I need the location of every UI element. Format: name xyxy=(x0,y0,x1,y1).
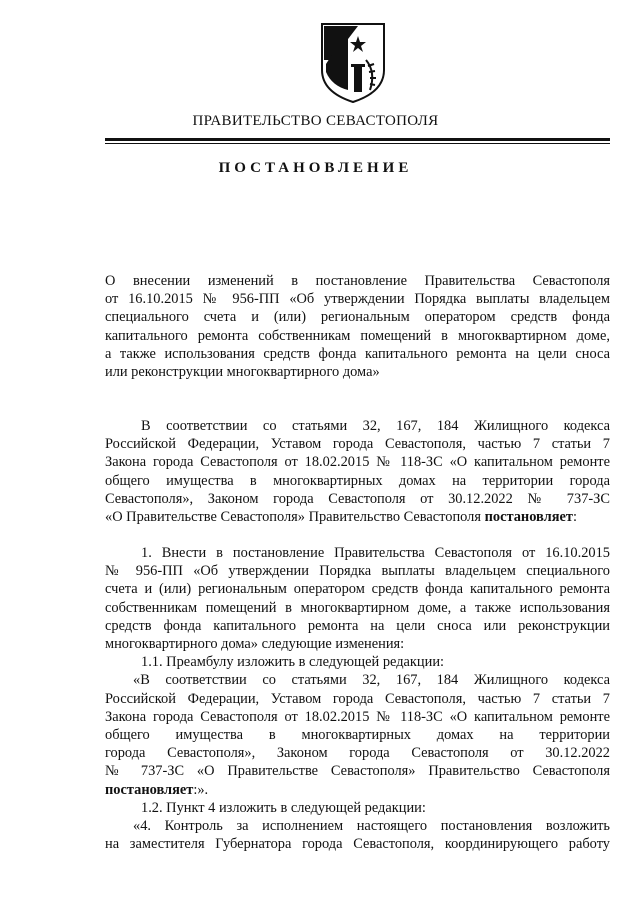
item-1-line: средств фонда капитального ремонта на цели сноса или реконструкции xyxy=(105,617,610,634)
preamble-line: Севастополя», Законом города Севастополя от 30.12.2022 № 737-ЗС xyxy=(105,490,610,507)
item-1-2-line: на заместителя Губернатора города Севастополя, координирующего работу xyxy=(105,836,610,853)
item-1-line: 1. Внести в постановление Правительства Севастополя от 16.10.2015 xyxy=(141,545,610,561)
preamble-line: Российской Федерации, Уставом города Севастополя, частью 7 статьи 7 xyxy=(105,436,610,453)
item-1-1-line: Закона города Севастополя от 18.02.2015 № 118-ЗС «О капитальном ремонте xyxy=(105,708,610,725)
item-1-line: собственникам помещений в многоквартирном доме, а также использования xyxy=(105,599,610,616)
item-1-line: счета и (или) региональным оператором средств фонда капитального ремонта xyxy=(105,581,610,598)
item-1-1-line: № 737-ЗС «О Правительстве Севастополя» Правительство Севастополя xyxy=(105,763,610,780)
item-1-1-punct: :». xyxy=(193,781,209,798)
item-1-1-line: Российской Федерации, Уставом города Севастополя, частью 7 статьи 7 xyxy=(105,690,610,707)
decree-word: постановляет xyxy=(484,509,573,526)
preamble-line: Закона города Севастополя от 18.02.2015 № 118-ЗС «О капитальном ремонте xyxy=(105,454,610,471)
subject-line: капитального ремонта собственникам помещений в многоквартирном доме, xyxy=(105,327,610,344)
subject-line: специального счета и (или) региональным оператором средств фонда xyxy=(105,309,610,326)
item-1-line: многоквартирного дома» следующие изменения: xyxy=(105,636,405,653)
item-1-line: № 956-ПП «Об утверждении Порядка выплаты владельцем специального xyxy=(105,563,610,580)
subject-line: от 16.10.2015 № 956-ПП «Об утверждении Порядка выплаты владельцем xyxy=(105,291,610,308)
preamble-punct: : xyxy=(572,509,577,526)
item-1-2-heading: 1.2. Пункт 4 изложить в следующей редакции: xyxy=(141,799,426,816)
subject-block xyxy=(105,272,610,381)
preamble-text: «О Правительстве Севастополя» Правительство Севастополя xyxy=(105,509,485,526)
preamble-block xyxy=(105,417,610,526)
item-1-1-last-line xyxy=(105,781,610,799)
decree-word: постановляет xyxy=(105,781,194,798)
preamble-line: общего имущества в многоквартирных домах на территории города xyxy=(105,472,610,489)
subject-line: а также использования средств фонда капитального ремонта на цели сноса xyxy=(105,345,610,362)
preamble-line: В соответствии со статьями 32, 167, 184 Жилищного кодекса xyxy=(141,418,610,434)
government-name: ПРАВИТЕЛЬСТВО СЕВАСТОПОЛЯ xyxy=(192,113,439,129)
document-type-title: ПОСТАНОВЛЕНИЕ xyxy=(218,160,413,176)
item-1-1-line: «В соответствии со статьями 32, 167, 184 Жилищного кодекса xyxy=(133,672,610,689)
preamble-last-line xyxy=(105,508,610,526)
subject-line: О внесении изменений в постановление Правительства Севастополя xyxy=(105,273,610,289)
sevastopol-coat-of-arms-icon xyxy=(318,20,388,104)
item-1-2-line: «4. Контроль за исполнением настоящего постановления возложить xyxy=(133,818,610,835)
header-thin-rule xyxy=(105,143,610,144)
item-1-block xyxy=(105,544,610,853)
item-1-1-heading: 1.1. Преамбулу изложить в следующей редакции: xyxy=(141,654,445,671)
item-1-1-line: общего имущества в многоквартирных домах на территории xyxy=(105,727,610,744)
header-thick-rule xyxy=(105,138,610,141)
subject-line: или реконструкции многоквартирного дома» xyxy=(105,364,380,381)
item-1-1-line: города Севастополя», Законом города Севастополя от 30.12.2022 xyxy=(105,745,610,762)
